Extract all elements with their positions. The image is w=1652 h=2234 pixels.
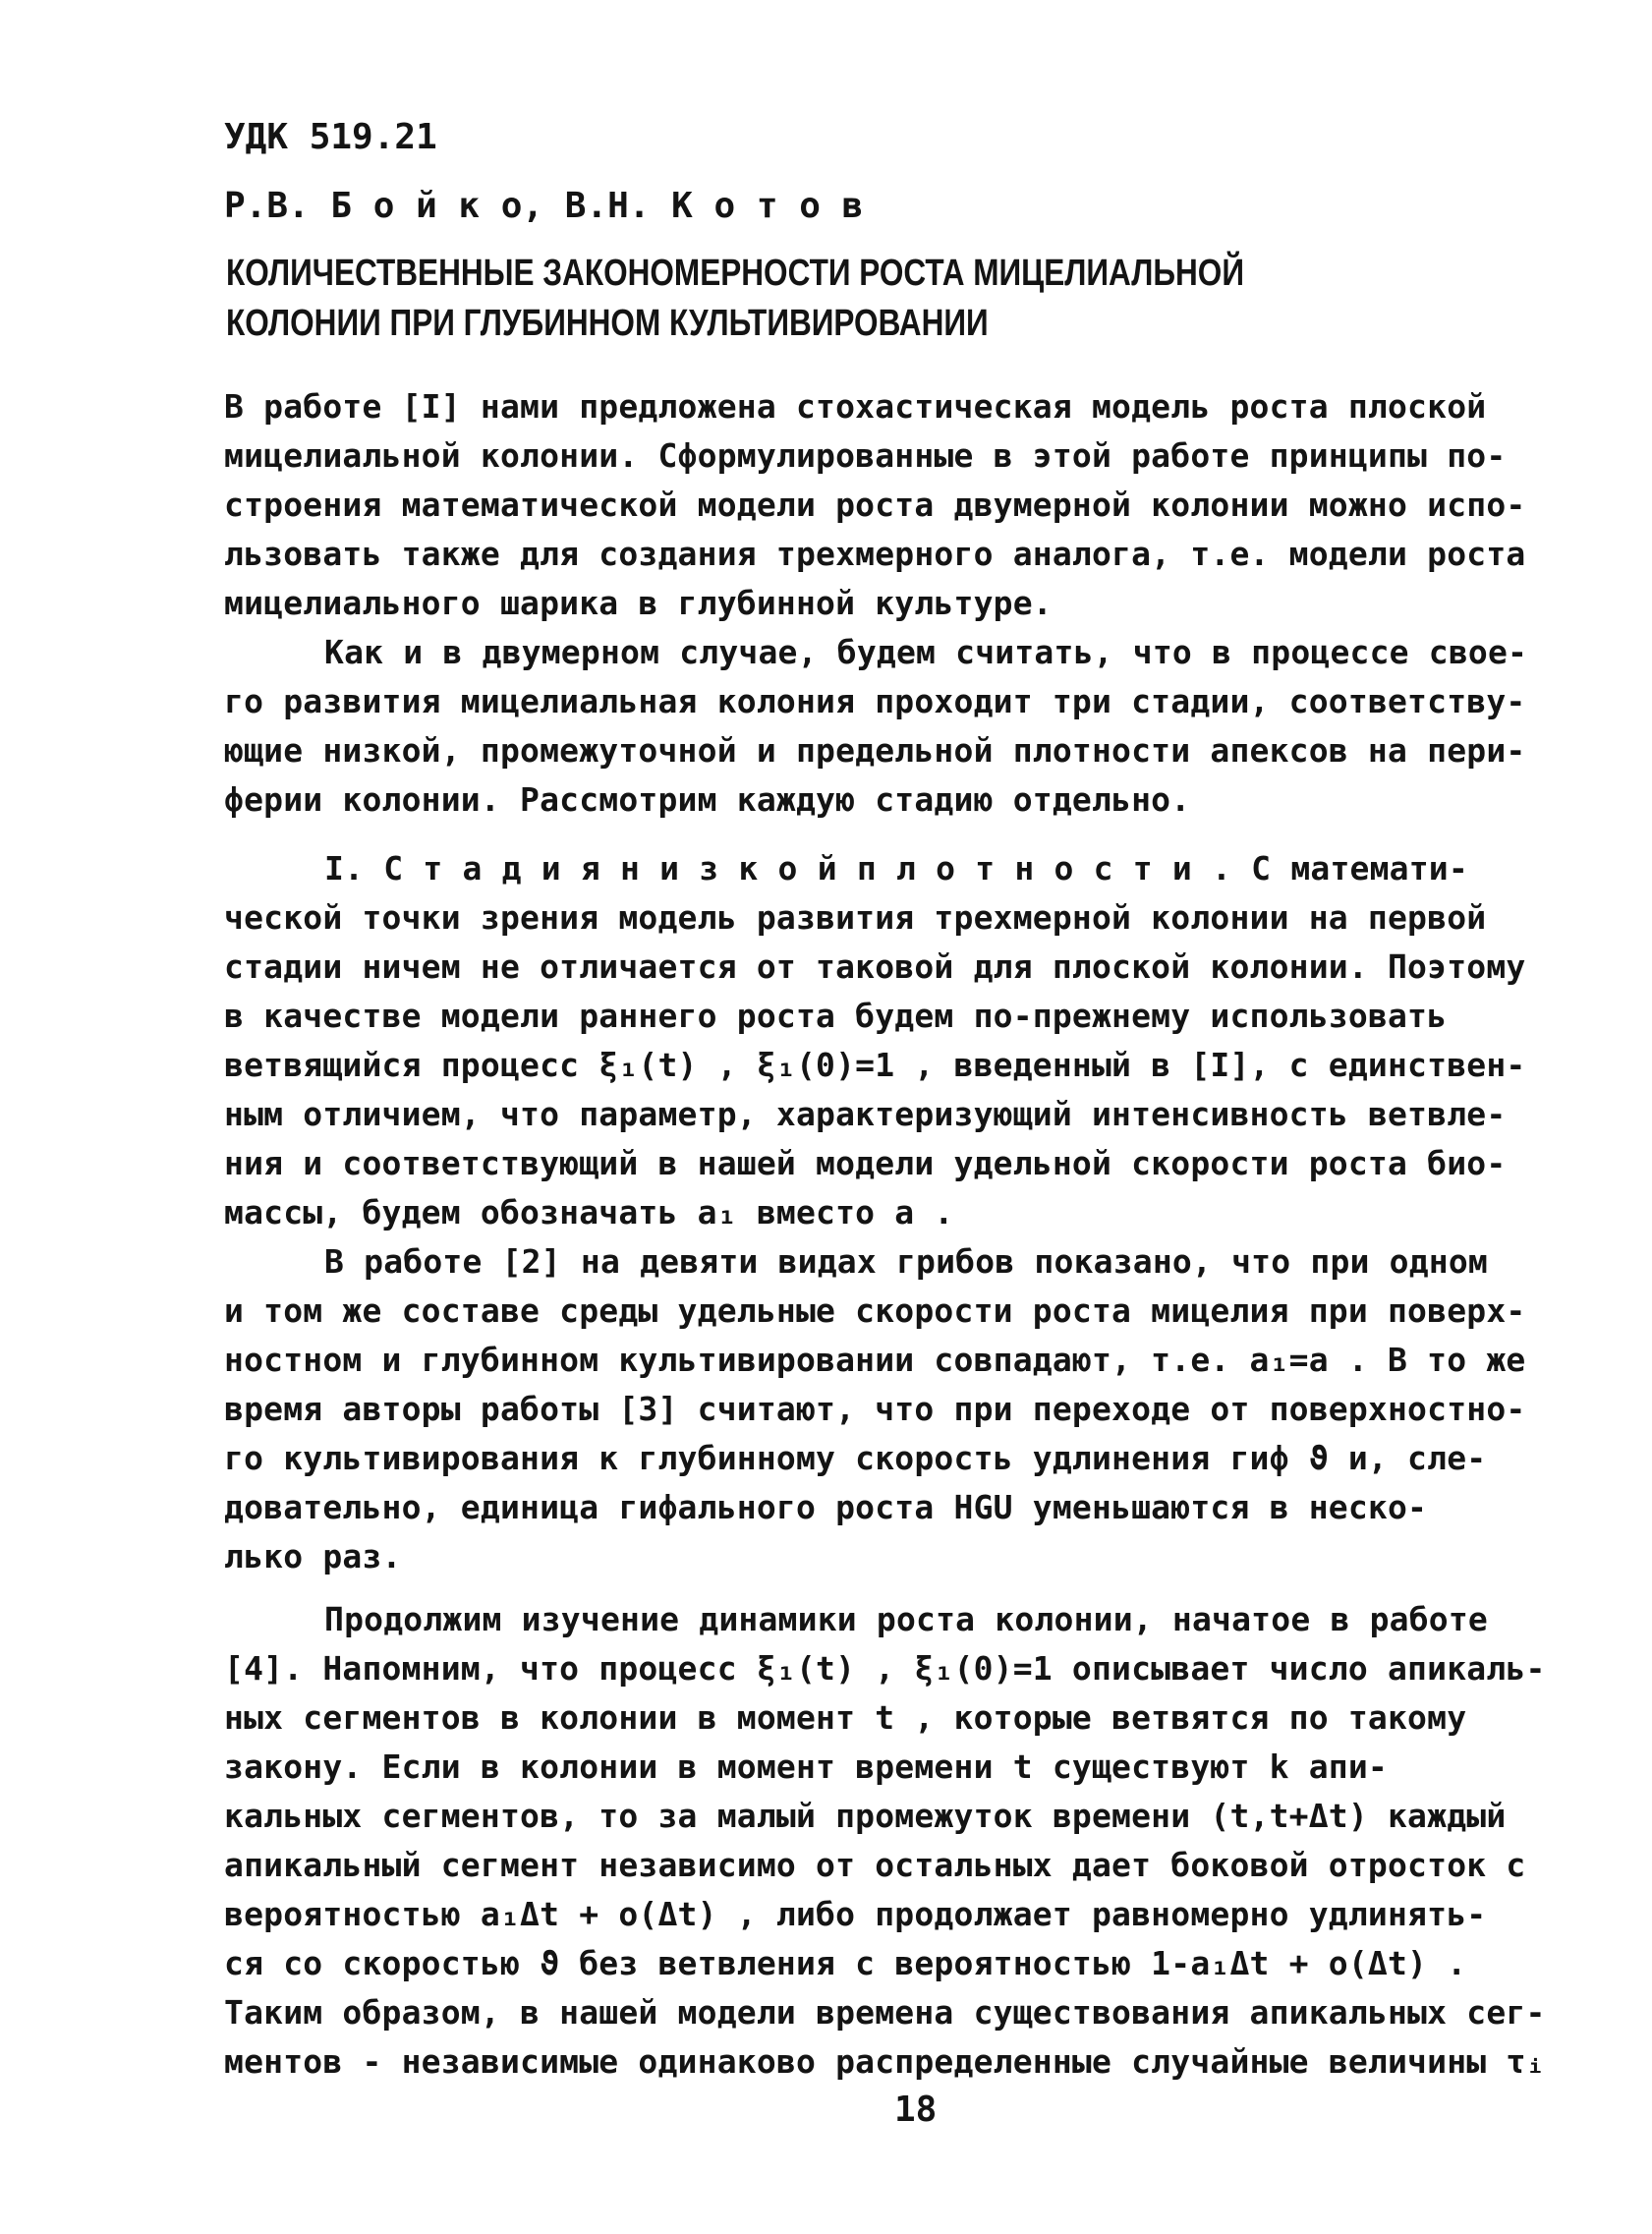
body-line: ся со скоростью ϑ без ветвления с вероятностью 1-a₁Δt + o(Δt) . bbox=[224, 1944, 1467, 1982]
body-line: лько раз. bbox=[224, 1537, 402, 1575]
body-line: [4]. Напомним, что процесс ξ₁(t) , ξ₁(0)=1 описывает число апикаль- bbox=[224, 1649, 1546, 1688]
body-line: довательно, единица гифального роста HGU уменьшаются в неско- bbox=[224, 1488, 1428, 1526]
body-line: в качестве модели раннего роста будем по-прежнему использовать bbox=[224, 997, 1448, 1035]
body-line: ментов - независимые одинаково распределенные случайные величины τᵢ bbox=[224, 2042, 1546, 2081]
body-line: строения математической модели роста двумерной колонии можно испо- bbox=[224, 486, 1526, 524]
article-title-line-2: КОЛОНИИ ПРИ ГЛУБИННОМ КУЛЬТИВИРОВАНИИ bbox=[226, 303, 989, 344]
body-line: Продолжим изучение динамики роста колонии, начатое в работе bbox=[324, 1600, 1488, 1638]
body-line: ным отличием, что параметр, характеризующий интенсивность ветвле- bbox=[224, 1095, 1507, 1133]
body-line: ных сегментов в колонии в момент t , которые ветвятся по такому bbox=[224, 1698, 1467, 1737]
body-line: апикальный сегмент независимо от остальных дает боковой отросток с bbox=[224, 1846, 1526, 1884]
page-number: 18 bbox=[894, 2090, 938, 2130]
body-line: Как и в двумерном случае, будем считать, что в процессе свое- bbox=[324, 633, 1528, 671]
body-line: мицелиального шарика в глубинной культуре. bbox=[224, 584, 1053, 622]
body-line: Таким образом, в нашей модели времена существования апикальных сег- bbox=[224, 1993, 1546, 2032]
body-line: льзовать также для создания трехмерного аналога, т.е. модели роста bbox=[224, 535, 1526, 573]
body-line: ветвящийся процесс ξ₁(t) , ξ₁(0)=1 , введенный в [I], с единствен- bbox=[224, 1046, 1526, 1084]
body-line: кальных сегментов, то за малый промежуток времени (t,t+Δt) каждый bbox=[224, 1797, 1507, 1835]
authors: Р.В. Б о й к о, В.Н. К о т о в bbox=[224, 186, 864, 226]
body-line: мицелиальной колонии. Сформулированные в этой работе принципы по- bbox=[224, 436, 1507, 475]
body-line: стадии ничем не отличается от таковой для плоской колонии. Поэтому bbox=[224, 947, 1526, 986]
body-line: ния и соответствующий в нашей модели удельной скорости роста био- bbox=[224, 1144, 1507, 1182]
body-line: массы, будем обозначать a₁ вместо a . bbox=[224, 1193, 954, 1232]
body-line: ностном и глубинном культивировании совпадают, т.е. a₁=a . В то же bbox=[224, 1341, 1526, 1379]
body-line: закону. Если в колонии в момент времени t существуют k апи- bbox=[224, 1747, 1388, 1786]
body-line: и том же составе среды удельные скорости роста мицелия при поверх- bbox=[224, 1291, 1526, 1330]
body-line: ющие низкой, промежуточной и предельной плотности апексов на пери- bbox=[224, 731, 1526, 770]
body-line: В работе [I] нами предложена стохастическая модель роста плоской bbox=[224, 387, 1487, 426]
body-line: время авторы работы [3] считают, что при переходе от поверхностно- bbox=[224, 1390, 1526, 1428]
body-line: ческой точки зрения модель развития трехмерной колонии на первой bbox=[224, 898, 1487, 937]
body-line: вероятностью a₁Δt + o(Δt) , либо продолжает равномерно удлинять- bbox=[224, 1895, 1487, 1933]
article-title-line-1: КОЛИЧЕСТВЕННЫЕ ЗАКОНОМЕРНОСТИ РОСТА МИЦЕЛИАЛЬНОЙ bbox=[226, 253, 1245, 294]
body-line: го культивирования к глубинному скорость удлинения гиф ϑ и, сле- bbox=[224, 1439, 1487, 1477]
body-line: го развития мицелиальная колония проходит три стадии, соответству- bbox=[224, 682, 1526, 720]
body-line: В работе [2] на девяти видах грибов показано, что при одном bbox=[324, 1242, 1488, 1281]
udc-code: УДК 519.21 bbox=[224, 117, 437, 157]
section-heading-line: I. С т а д и я н и з к о й п л о т н о с т и . С математи- bbox=[324, 849, 1468, 888]
body-line: ферии колонии. Рассмотрим каждую стадию отдельно. bbox=[224, 780, 1191, 819]
